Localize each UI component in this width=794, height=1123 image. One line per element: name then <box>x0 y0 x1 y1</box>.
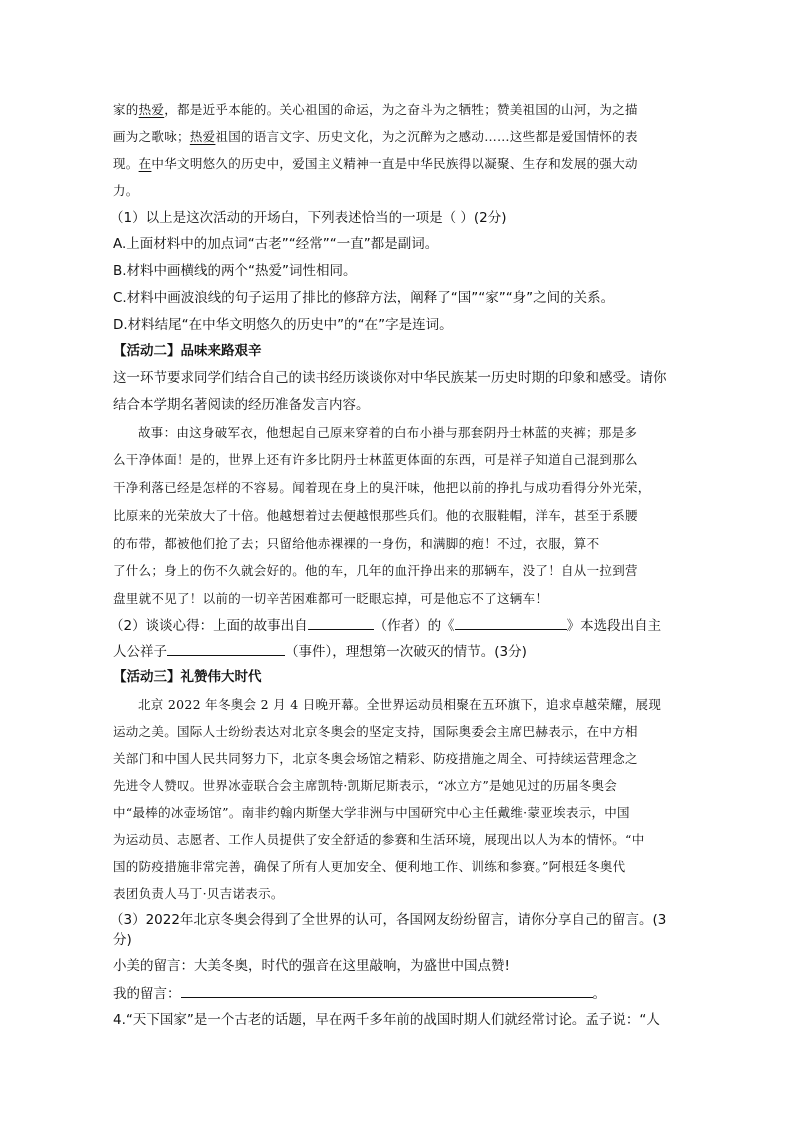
text-run: 》本选段出自主 <box>566 618 662 634</box>
event-blank[interactable] <box>167 641 285 656</box>
option-d: D.材料结尾“在中华文明悠久的历史中”的“在”字是连词。 <box>113 317 453 333</box>
text-run: 画为之歌咏； <box>113 129 190 144</box>
story-line: 的布带，都被他们抢了去；只留给他赤裸裸的一身伤，和满脚的疱！不过，衣服，算不 <box>113 536 600 551</box>
news-line: 为运动员、志愿者、工作人员提供了安全舒适的参赛和生活环境，展现出以人为本的情怀。“中 <box>113 832 645 847</box>
story-line: 盘里就不见了！以前的一切辛苦困难都可一眨眼忘掉，可是他忘不了这辆车！ <box>113 591 549 606</box>
question-2-line <box>110 615 661 636</box>
text-run: 祖国的语言文字、历史文化，为之沉醉为之感动……这些都是爱国情怀的表 <box>215 129 638 144</box>
story-line: 故事：由这身破军衣，他想起自己原来穿着的白布小褂与那套阴丹士林蓝的夹裤；那是多 <box>138 425 638 440</box>
my-message-blank[interactable] <box>181 983 593 998</box>
question-3-stem: 分) <box>113 932 132 948</box>
activity-3-title: 【活动三】礼赞伟大时代 <box>113 669 262 685</box>
news-line: 北京 2022 年冬奥会 2 月 4 日晚开幕。全世界运动员相聚在五环旗下，追求卓越荣耀，展现 <box>138 697 662 712</box>
underlined-word: 热爱 <box>138 102 165 117</box>
news-line: 运动之美。国际人士纷纷表达对北京冬奥会的坚定支持，国际奥委会主席巴赫表示，在中方相 <box>113 724 638 739</box>
text-run: ，都是近乎本能的。关心祖国的命运，为之奋斗为之牺牲；赞美祖国的山河，为之描 <box>164 102 638 117</box>
question-1-stem: （1）以上是这次活动的开场白，下列表述恰当的一项是（ ）(2分) <box>110 210 507 226</box>
option-c: C.材料中画波浪线的句子运用了排比的修辞方法，阐释了“国”“家”“身”之间的关系。 <box>113 290 615 306</box>
paragraph-line <box>113 181 139 201</box>
text-run: 中华文明悠久的历史中，爱国主义精神一直是中华民族得以凝聚、生存和发展的强大动 <box>151 156 638 171</box>
book-title-blank[interactable] <box>455 615 567 630</box>
news-line: 表团负责人马丁·贝吉诺表示。 <box>113 886 284 901</box>
text-run: 现。 <box>113 156 139 171</box>
paragraph-line <box>113 127 638 147</box>
text-run: 力。 <box>113 183 139 198</box>
text-run: （2）谈谈心得：上面的故事出自 <box>110 618 308 634</box>
paragraph-line <box>113 154 638 174</box>
option-a: A.上面材料中的加点词“古老”“经常”“一直”都是副词。 <box>113 236 439 252</box>
paragraph-line <box>113 100 638 120</box>
question-4-stem: 4.“天下国家”是一个古老的话题，早在两千多年前的战国时期人们就经常讨论。孟子说：“人 <box>113 1012 660 1028</box>
text-run: 。 <box>592 986 606 1002</box>
story-line: 干净利落已经是怎样的不容易。闻着现在身上的臭汗味，他把以前的挣扎与成功看得分外光荣， <box>113 480 651 495</box>
activity-2-intro: 这一环节要求同学们结合自己的读书经历谈谈你对中华民族某一历史时期的印象和感受。请你 <box>113 370 667 386</box>
news-line: 中“最棒的冰壶场馆”。南非约翰内斯堡大学非洲与中国研究中心主任戴维·蒙亚埃表示，中国 <box>113 805 630 820</box>
activity-2-title: 【活动二】品味来路艰辛 <box>113 343 262 359</box>
news-line: 关部门和中国人民共同努力下，北京冬奥会场馆之精彩、防疫措施之周全、可持续运营理念之 <box>113 751 638 766</box>
my-message-label: 我的留言： <box>113 986 181 1002</box>
underlined-word: 热爱 <box>189 129 216 144</box>
author-blank[interactable] <box>308 615 374 630</box>
sample-message: 小美的留言：大美冬奥，时代的强音在这里敲响，为盛世中国点赞! <box>113 958 510 974</box>
text-run: （作者）的《 <box>373 618 455 634</box>
story-line: 么干净体面！是的，世界上还有许多比阴丹士林蓝更体面的东西，可是祥子知道自己混到那么 <box>113 452 638 467</box>
option-b: B.材料中画横线的两个“热爱”词性相同。 <box>113 263 357 279</box>
question-3-stem: （3）2022年北京冬奥会得到了全世界的认可，各国网友纷纷留言，请你分享自己的留言。(3 <box>110 912 667 928</box>
text-run: （事件），理想第一次破灭的情节。(3分) <box>285 644 527 660</box>
story-line: 了什么；身上的伤不久就会好的。他的车，几年的血汗挣出来的那辆车，没了！自从一拉到营 <box>113 563 638 578</box>
my-message-line <box>113 983 606 1004</box>
text-run: 人公祥子 <box>113 644 167 660</box>
activity-2-intro: 结合本学期名著阅读的经历准备发言内容。 <box>113 397 370 413</box>
news-line: 先进令人赞叹。世界冰壶联合会主席凯特·凯斯尼斯表示，“冰立方”是她见过的历届冬奥会 <box>113 778 618 793</box>
news-line: 国的防疫措施非常完善，确保了所有人更加安全、便利地工作、训练和参赛。”阿根廷冬奥代 <box>113 859 626 874</box>
question-2-line <box>113 641 527 662</box>
underlined-word: 在 <box>138 156 152 171</box>
story-line: 比原来的光荣放大了十倍。他越想着过去便越恨那些兵们。他的衣服鞋帽，洋车，甚至于系腰 <box>113 508 638 523</box>
text-run: 家的 <box>113 102 139 117</box>
